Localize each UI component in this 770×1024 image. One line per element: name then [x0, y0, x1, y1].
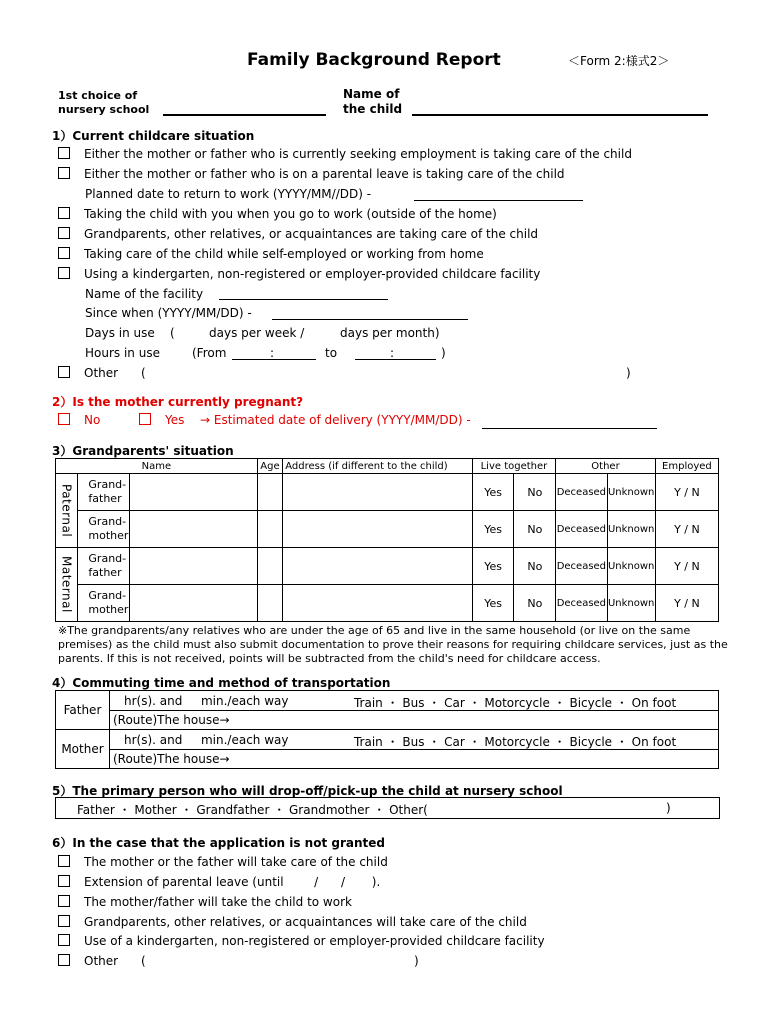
row-label: [78, 548, 130, 585]
section4-heading: 4）Commuting time and method of transportation: [52, 676, 391, 690]
row-label-line1: Grand-: [88, 589, 127, 602]
s1-item-1-label: Either the mother or father who is currently seeking employment is taking care of the child: [84, 147, 632, 161]
dropoff-options[interactable]: Father ・ Mother ・ Grandfather ・ Grandmother ・ Other(: [77, 803, 428, 817]
dropoff-close-paren: ): [666, 801, 671, 815]
s6-item-6: [58, 954, 118, 968]
checkbox[interactable]: [58, 875, 70, 887]
pregnant-yes-option: [139, 413, 184, 427]
father-label: Father: [56, 691, 110, 730]
hours-close-paren: ): [441, 346, 446, 360]
name-cell[interactable]: [130, 511, 257, 548]
page-title: Family Background Report: [247, 50, 501, 70]
s1-item-5-label: Taking care of the child while self-employed or working from home: [84, 247, 484, 261]
name-cell[interactable]: [130, 548, 257, 585]
s1-item-3: [58, 207, 497, 221]
s6-item-3-label: The mother/father will take the child to work: [84, 895, 352, 909]
address-cell[interactable]: [283, 511, 472, 548]
other-deceased[interactable]: Deceased: [556, 511, 607, 548]
facility-name-label: Name of the facility: [85, 287, 204, 301]
s1-item-7-label: Other: [84, 366, 119, 380]
hours-to-field[interactable]: [355, 359, 436, 360]
other-deceased[interactable]: Deceased: [556, 474, 607, 511]
s6-item-1-label: The mother or the father will take care of the child: [84, 855, 388, 869]
s6-item-5-label: Use of a kindergarten, non-registered or employer-provided childcare facility: [84, 934, 545, 948]
table-row: [56, 511, 719, 548]
checkbox[interactable]: [58, 954, 70, 966]
row-label-line2: mother: [88, 529, 129, 542]
other-unknown[interactable]: Unknown: [607, 511, 655, 548]
other-unknown[interactable]: Unknown: [607, 474, 655, 511]
other-unknown[interactable]: Unknown: [607, 548, 655, 585]
row-label-line2: father: [88, 566, 122, 579]
table-row: [56, 585, 719, 622]
name-cell[interactable]: [130, 585, 257, 622]
hours-to-label: to: [325, 346, 338, 360]
table-row: [56, 548, 719, 585]
planned-return-field[interactable]: [414, 200, 583, 201]
live-no[interactable]: No: [514, 585, 556, 622]
checkbox[interactable]: [58, 227, 70, 239]
s1-other-close-paren: ): [626, 366, 631, 380]
child-label-line1: Name of: [343, 87, 400, 101]
row-label-line1: Grand-: [88, 478, 127, 491]
since-when-label: Since when (YYYY/MM/DD) -: [85, 306, 252, 320]
s6-item-3: [58, 895, 352, 909]
s6-other-close-paren: ): [414, 954, 419, 968]
mins-label: min./each way: [200, 733, 289, 747]
checkbox[interactable]: [58, 147, 70, 159]
row-label-line1: Grand-: [88, 552, 127, 565]
other-unknown[interactable]: Unknown: [607, 585, 655, 622]
age-cell[interactable]: [257, 585, 282, 622]
mother-time-row[interactable]: [109, 730, 718, 750]
section3-heading: 3）Grandparents' situation: [52, 444, 234, 458]
employed-yn[interactable]: Y / N: [655, 511, 718, 548]
employed-yn[interactable]: Y / N: [655, 474, 718, 511]
s6-item-1: [58, 855, 388, 869]
commute-table: [55, 690, 719, 769]
s6-item-5: [58, 934, 545, 948]
s6-item-2: [58, 875, 380, 889]
address-cell[interactable]: [283, 585, 472, 622]
s6-item-4: [58, 915, 527, 929]
age-cell[interactable]: [257, 474, 282, 511]
grandparents-table: [55, 458, 719, 622]
child-label-line2: the child: [343, 102, 403, 116]
modes-label[interactable]: Train ・ Bus ・ Car ・ Motorcycle ・ Bicycle ・ On foot: [353, 735, 677, 749]
father-route-field[interactable]: (Route)The house→: [109, 711, 718, 730]
address-cell[interactable]: [283, 474, 472, 511]
s1-item-2: [58, 167, 565, 181]
other-deceased[interactable]: Deceased: [556, 548, 607, 585]
s6-other-open-paren: (: [141, 954, 146, 968]
hours-in-use-label: Hours in use: [85, 346, 160, 360]
s1-item-6-label: Using a kindergarten, non-registered or employer-provided childcare facility: [84, 267, 541, 281]
row-label: [78, 474, 130, 511]
days-open-paren: (: [170, 326, 175, 340]
col-age: Age: [257, 459, 282, 474]
checkbox[interactable]: [58, 915, 70, 927]
s6-item-2-label: Extension of parental leave (until / / ).: [84, 875, 381, 889]
dropoff-person-box[interactable]: [55, 797, 720, 819]
mother-label: Mother: [56, 730, 110, 769]
maternal-label: Maternal: [56, 548, 78, 622]
planned-return-label: Planned date to return to work (YYYY/MM//DD) -: [85, 187, 372, 201]
checkbox[interactable]: [58, 207, 70, 219]
since-when-field[interactable]: [272, 319, 468, 320]
days-in-use-label: Days in use: [85, 326, 155, 340]
table-row: [56, 474, 719, 511]
s1-item-1: [58, 147, 632, 161]
checkbox[interactable]: [58, 413, 70, 425]
age-cell[interactable]: [257, 548, 282, 585]
mother-route-field[interactable]: (Route)The house→: [109, 750, 718, 769]
facility-name-field[interactable]: [219, 299, 388, 300]
checkbox[interactable]: [58, 267, 70, 279]
hours-to-colon: :: [390, 346, 395, 360]
checkbox[interactable]: [58, 366, 70, 378]
s1-item-4-label: Grandparents, other relatives, or acquaintances are taking care of the child: [84, 227, 539, 241]
note-line2: premises) as the child must also submit documentation to prove their reasons for requiring childcare services, just as the: [58, 638, 728, 651]
checkbox[interactable]: [139, 413, 151, 425]
child-name-field[interactable]: [412, 114, 708, 116]
s1-item-7: [58, 366, 118, 380]
age-cell[interactable]: [257, 511, 282, 548]
pregnant-no-option: [58, 413, 100, 427]
section1-heading: 1）Current childcare situation: [52, 129, 255, 143]
s1-item-3-label: Taking the child with you when you go to work (outside of the home): [84, 207, 497, 221]
checkbox[interactable]: [58, 934, 70, 946]
pregnant-yes-label: Yes: [165, 413, 185, 427]
s6-item-4-label: Grandparents, other relatives, or acquaintances will take care of the child: [84, 915, 527, 929]
days-per-week-label: days per week /: [209, 326, 305, 340]
form-label: ＜Form 2:様式2＞: [568, 54, 670, 68]
note-line1: ※The grandparents/any relatives who are under the age of 65 and live in the same household (or live on the same: [58, 624, 691, 637]
checkbox[interactable]: [58, 247, 70, 259]
row-label-line2: mother: [88, 603, 129, 616]
section2-heading: 2）Is the mother currently pregnant?: [52, 395, 304, 409]
live-no[interactable]: No: [514, 548, 556, 585]
hours-label: hr(s). and: [123, 694, 183, 708]
nursery-label-line1: 1st choice of: [58, 89, 138, 102]
address-cell[interactable]: [283, 548, 472, 585]
s6-item-6-label: Other: [84, 954, 119, 968]
live-yes[interactable]: Yes: [472, 474, 514, 511]
father-time-row[interactable]: [109, 691, 718, 711]
row-label: [78, 511, 130, 548]
nursery-label-line2: nursery school: [58, 103, 150, 116]
pregnant-no-label: No: [84, 413, 101, 427]
row-label-line2: father: [88, 492, 122, 505]
paternal-label: Paternal: [56, 474, 78, 548]
row-label-line1: Grand-: [88, 515, 127, 528]
hours-from-colon: :: [270, 346, 275, 360]
delivery-date-label: → Estimated date of delivery (YYYY/MM/DD) -: [200, 413, 471, 427]
section6-heading: 6）In the case that the application is not granted: [52, 836, 385, 850]
section5-heading: 5）The primary person who will drop-off/pick-up the child at nursery school: [52, 784, 563, 798]
name-cell[interactable]: [130, 474, 257, 511]
live-no[interactable]: No: [514, 511, 556, 548]
s1-item-5: [58, 247, 484, 261]
s1-item-2-label: Either the mother or father who is on a parental leave is taking care of the child: [84, 167, 565, 181]
hours-from-label: (From: [192, 346, 227, 360]
col-name: Name: [56, 459, 258, 474]
s1-other-open-paren: (: [141, 366, 146, 380]
live-no[interactable]: No: [514, 474, 556, 511]
col-other: Other: [556, 459, 656, 474]
nursery-field[interactable]: [163, 114, 326, 116]
s1-item-6: [58, 267, 540, 281]
checkbox[interactable]: [58, 167, 70, 179]
checkbox[interactable]: [58, 895, 70, 907]
employed-yn[interactable]: Y / N: [655, 585, 718, 622]
checkbox[interactable]: [58, 855, 70, 867]
live-yes[interactable]: Yes: [472, 585, 514, 622]
col-employed: Employed: [655, 459, 718, 474]
modes-label[interactable]: Train ・ Bus ・ Car ・ Motorcycle ・ Bicycle ・ On foot: [353, 696, 677, 710]
col-live-together: Live together: [472, 459, 556, 474]
note-line3: parents. If this is not received, points will be subtracted from the child's need for childcare access.: [58, 652, 601, 665]
live-yes[interactable]: Yes: [472, 511, 514, 548]
col-address: Address (if different to the child): [283, 459, 472, 474]
mins-label: min./each way: [200, 694, 289, 708]
row-label: [78, 585, 130, 622]
delivery-date-field[interactable]: [482, 428, 657, 429]
hours-label: hr(s). and: [123, 733, 183, 747]
s1-item-4: [58, 227, 538, 241]
days-per-month-label: days per month): [340, 326, 440, 340]
employed-yn[interactable]: Y / N: [655, 548, 718, 585]
other-deceased[interactable]: Deceased: [556, 585, 607, 622]
live-yes[interactable]: Yes: [472, 548, 514, 585]
